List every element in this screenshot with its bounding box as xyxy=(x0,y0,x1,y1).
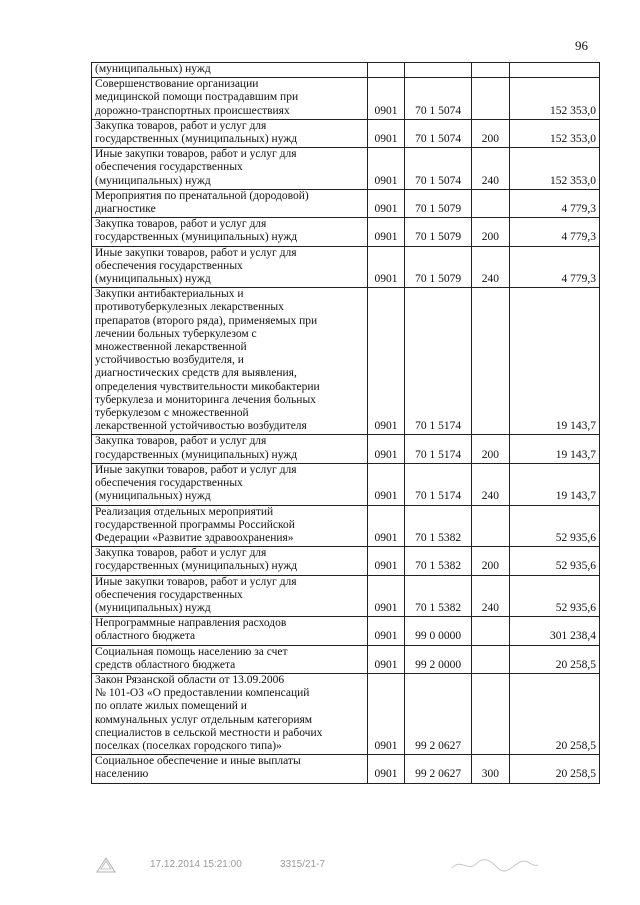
item-name: Социальное обеспечение и иные выплаты населению xyxy=(92,755,368,783)
table-row xyxy=(92,148,600,190)
table-row xyxy=(92,246,600,288)
target-code: 99 2 0000 xyxy=(405,645,472,673)
amount: 4 779,3 xyxy=(509,189,599,217)
expense-type: 240 xyxy=(471,463,509,505)
table-row xyxy=(92,63,600,78)
item-name: Закупка товаров, работ и услуг для государственных (муниципальных) нужд xyxy=(92,218,368,246)
table-row xyxy=(92,645,600,673)
amount: 19 143,7 xyxy=(509,435,599,463)
table-row xyxy=(92,575,600,617)
item-name: Иные закупки товаров, работ и услуг для обеспечения государственных (муниципальных) нужд xyxy=(92,575,368,617)
table-row xyxy=(92,755,600,783)
table-row xyxy=(92,218,600,246)
amount: 20 258,5 xyxy=(509,755,599,783)
expense-type xyxy=(471,288,509,435)
item-name: Непрограммные направления расходов областного бюджета xyxy=(92,617,368,645)
item-name: Реализация отдельных мероприятий государственной программы Российской Федерации «Развитие здравоохранения» xyxy=(92,505,368,547)
section-code: 0901 xyxy=(367,189,405,217)
item-name: Закупки антибактериальных и противотуберкулезных лекарственных препаратов (второго ряда), применяемых при лечении больных туберкулезом с множественной лекарственной устойчивостью возбудителя, и диагностических средств для выявления, определения чувствительности микобактерии туберкулеза и мониторинга лечения больных туберкулезом с множественной лекарственной устойчивостью возбудителя xyxy=(92,288,368,435)
table-row xyxy=(92,189,600,217)
section-code: 0901 xyxy=(367,288,405,435)
expense-type xyxy=(471,505,509,547)
amount: 301 238,4 xyxy=(509,617,599,645)
section-code: 0901 xyxy=(367,547,405,575)
item-name: Иные закупки товаров, работ и услуг для обеспечения государственных (муниципальных) нужд xyxy=(92,148,368,190)
target-code xyxy=(405,63,472,78)
item-name: Иные закупки товаров, работ и услуг для обеспечения государственных (муниципальных) нужд xyxy=(92,246,368,288)
section-code: 0901 xyxy=(367,119,405,147)
item-name: Закупка товаров, работ и услуг для государственных (муниципальных) нужд xyxy=(92,119,368,147)
section-code: 0901 xyxy=(367,755,405,783)
table-row xyxy=(92,288,600,435)
section-code: 0901 xyxy=(367,435,405,463)
signature-icon xyxy=(450,856,540,874)
section-code: 0901 xyxy=(367,575,405,617)
item-name: Закупка товаров, работ и услуг для государственных (муниципальных) нужд xyxy=(92,547,368,575)
table-row xyxy=(92,673,600,754)
section-code: 0901 xyxy=(367,505,405,547)
expense-type xyxy=(471,189,509,217)
footer-date: 17.12.2014 15:21:00 xyxy=(150,859,242,870)
item-name: Иные закупки товаров, работ и услуг для обеспечения государственных (муниципальных) нужд xyxy=(92,463,368,505)
amount xyxy=(509,63,599,78)
footer xyxy=(95,856,565,876)
item-name: Закон Рязанской области от 13.09.2006 № 101-ОЗ «О предоставлении компенсаций по оплате жилых помещений и коммунальных услуг отдельным категориям специалистов в сельской местности и рабочих поселках (поселках городского типа)» xyxy=(92,673,368,754)
amount: 152 353,0 xyxy=(509,119,599,147)
section-code: 0901 xyxy=(367,645,405,673)
target-code: 70 1 5074 xyxy=(405,119,472,147)
amount: 20 258,5 xyxy=(509,673,599,754)
target-code: 70 1 5079 xyxy=(405,218,472,246)
item-name: Мероприятия по пренатальной (дородовой) диагностике xyxy=(92,189,368,217)
target-code: 70 1 5079 xyxy=(405,246,472,288)
amount: 19 143,7 xyxy=(509,463,599,505)
expense-type: 240 xyxy=(471,148,509,190)
expense-type xyxy=(471,63,509,78)
target-code: 70 1 5174 xyxy=(405,435,472,463)
item-name: Социальная помощь населению за счет средств областного бюджета xyxy=(92,645,368,673)
section-code: 0901 xyxy=(367,78,405,120)
budget-table-body xyxy=(92,63,600,784)
section-code: 0901 xyxy=(367,463,405,505)
expense-type: 200 xyxy=(471,435,509,463)
budget-table xyxy=(91,62,600,784)
target-code: 70 1 5174 xyxy=(405,288,472,435)
target-code: 70 1 5074 xyxy=(405,78,472,120)
page-number: 96 xyxy=(575,38,588,53)
stamp-icon xyxy=(95,856,117,874)
target-code: 70 1 5382 xyxy=(405,547,472,575)
table-row xyxy=(92,435,600,463)
table-row xyxy=(92,617,600,645)
expense-type xyxy=(471,78,509,120)
target-code: 99 0 0000 xyxy=(405,617,472,645)
expense-type: 300 xyxy=(471,755,509,783)
footer-doc-number: 3315/21-7 xyxy=(280,859,326,870)
amount: 20 258,5 xyxy=(509,645,599,673)
amount: 52 935,6 xyxy=(509,575,599,617)
table-row xyxy=(92,119,600,147)
expense-type: 200 xyxy=(471,218,509,246)
expense-type xyxy=(471,673,509,754)
expense-type: 240 xyxy=(471,246,509,288)
section-code: 0901 xyxy=(367,673,405,754)
amount: 4 779,3 xyxy=(509,246,599,288)
amount: 52 935,6 xyxy=(509,547,599,575)
amount: 152 353,0 xyxy=(509,78,599,120)
expense-type: 200 xyxy=(471,547,509,575)
section-code: 0901 xyxy=(367,218,405,246)
amount: 152 353,0 xyxy=(509,148,599,190)
expense-type xyxy=(471,617,509,645)
target-code: 70 1 5074 xyxy=(405,148,472,190)
target-code: 70 1 5174 xyxy=(405,463,472,505)
section-code: 0901 xyxy=(367,617,405,645)
section-code xyxy=(367,63,405,78)
expense-type: 200 xyxy=(471,119,509,147)
amount: 4 779,3 xyxy=(509,218,599,246)
table-row xyxy=(92,505,600,547)
target-code: 70 1 5382 xyxy=(405,575,472,617)
amount: 52 935,6 xyxy=(509,505,599,547)
target-code: 70 1 5382 xyxy=(405,505,472,547)
target-code: 99 2 0627 xyxy=(405,755,472,783)
item-name: Совершенствование организации медицинской помощи пострадавшим при дорожно-транспортных происшествиях xyxy=(92,78,368,120)
amount: 19 143,7 xyxy=(509,288,599,435)
expense-type: 240 xyxy=(471,575,509,617)
item-name: Закупка товаров, работ и услуг для государственных (муниципальных) нужд xyxy=(92,435,368,463)
table-row xyxy=(92,463,600,505)
table-row xyxy=(92,78,600,120)
target-code: 99 2 0627 xyxy=(405,673,472,754)
expense-type xyxy=(471,645,509,673)
section-code: 0901 xyxy=(367,246,405,288)
section-code: 0901 xyxy=(367,148,405,190)
target-code: 70 1 5079 xyxy=(405,189,472,217)
table-row xyxy=(92,547,600,575)
item-name: (муниципальных) нужд xyxy=(92,63,368,78)
